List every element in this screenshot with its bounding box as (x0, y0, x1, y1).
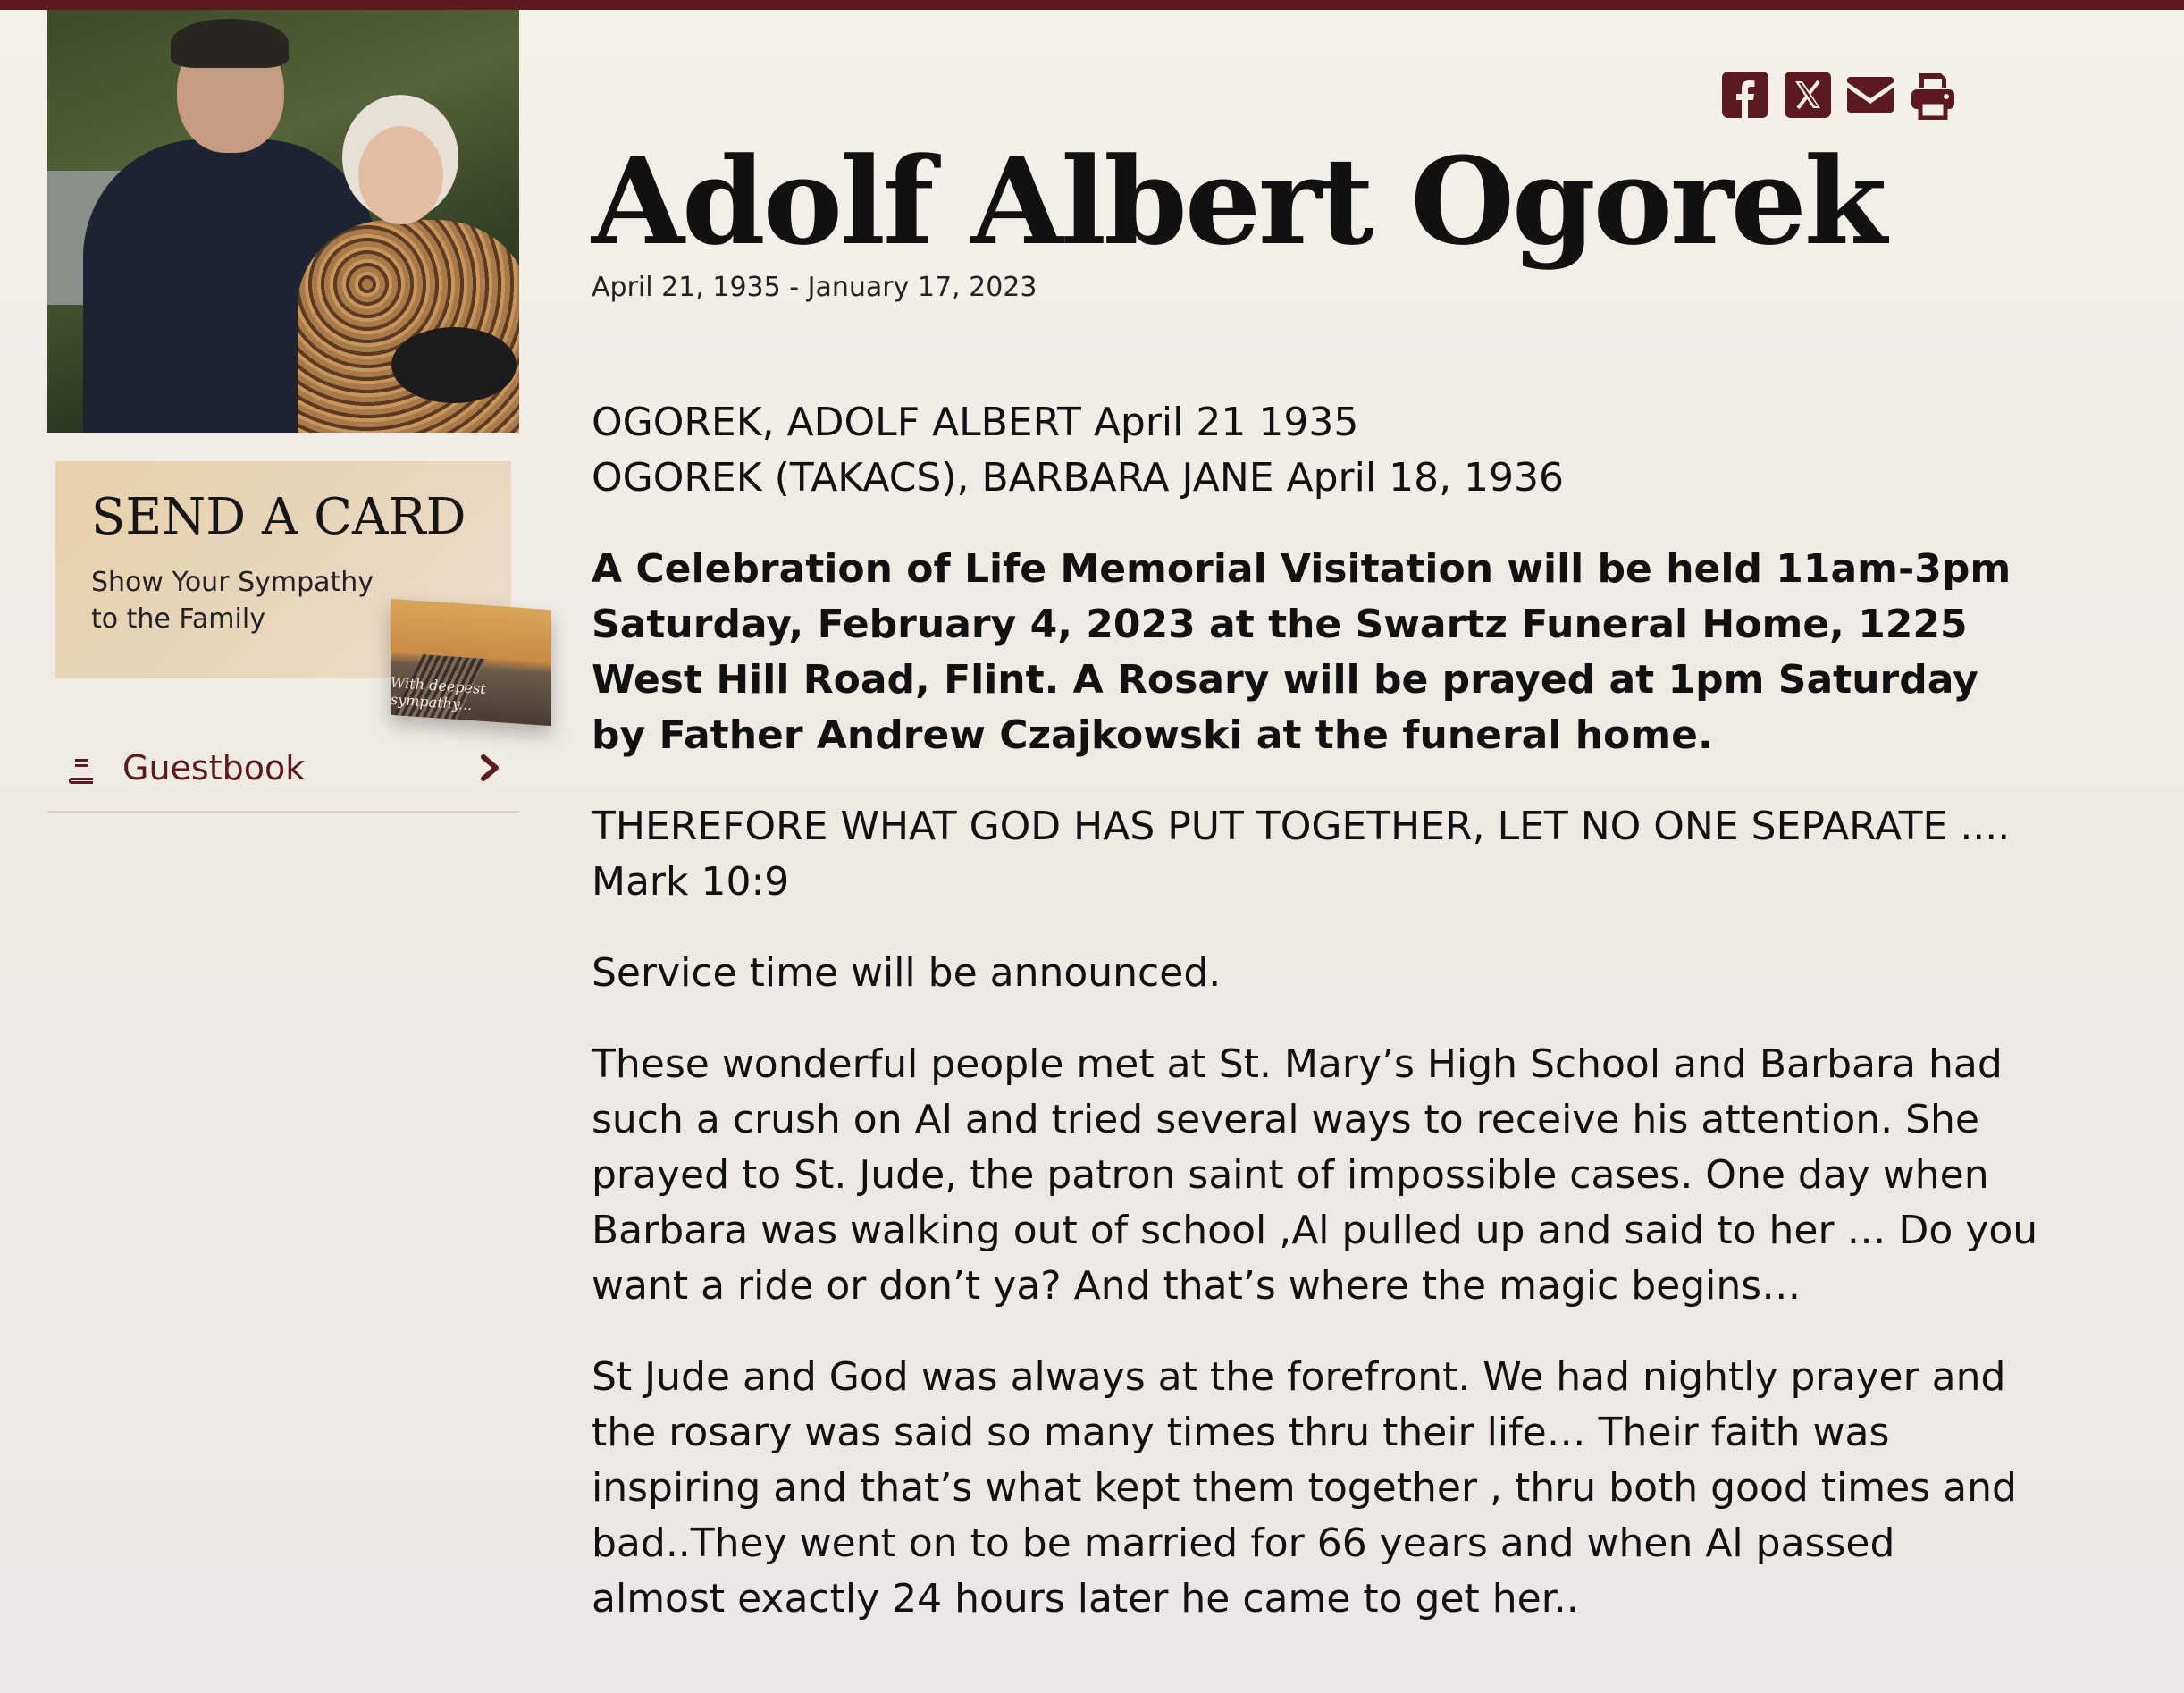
visitation-notice: A Celebration of Life Memorial Visitation will be held 11am-3pm Saturday, February 4, 2023 at the Swartz Funeral Home, 1225 West Hill Road, Flint. A Rosary will be prayed at 1pm Saturday by Father Andrew Czajkowski at the funeral home. (592, 546, 2012, 758)
life-dates: April 21, 1935 - January 17, 2023 (592, 272, 1037, 303)
obituary-body (592, 395, 2039, 1663)
names-line-2: OGOREK (TAKACS), BARBARA JANE April 18, 1936 (592, 455, 1565, 501)
book-icon (62, 750, 97, 786)
sympathy-card-script: With deepest sympathy... (391, 673, 486, 714)
send-card-title: SEND A CARD (91, 488, 466, 546)
scripture-reference: Mark 10:9 (592, 859, 790, 905)
page-title: Adolf Albert Ogorek (592, 131, 1885, 272)
sidebar (47, 10, 519, 788)
obituary-header (592, 125, 2048, 303)
scripture-verse: THEREFORE WHAT GOD HAS PUT TOGETHER, LET NO ONE SEPARATE .... (592, 804, 2011, 849)
guestbook-link[interactable] (47, 725, 519, 813)
obituary-paragraph: These wonderful people met at St. Mary’s High School and Barbara had such a crush on Al and tried several ways to receive his attention. She prayed to St. Jude, the patron saint of impossible cases. One day when Barbara was walking out of school ,Al pulled up and said to her … Do you want a ride or don’t ya? And that’s where the magic begins… (592, 1041, 2038, 1309)
guestbook-label: Guestbook (122, 748, 306, 788)
send-card-subtitle: Show Your Sympathy to the Family (91, 567, 374, 635)
chevron-right-icon (478, 752, 503, 784)
print-icon[interactable] (1908, 70, 1958, 120)
facebook-icon[interactable] (1720, 70, 1770, 120)
top-accent-bar (0, 0, 2184, 10)
obituary-paragraph: St Jude and God was always at the forefront. We had nightly prayer and the rosary was said so many times thru their life… Their faith was inspiring and that’s what kept them together , thru both good times and bad..They went on to be married for 66 years and when Al passed almost exactly 24 hours later he came to get her.. (592, 1354, 2017, 1621)
x-icon[interactable] (1783, 70, 1833, 120)
service-notice: Service time will be announced. (592, 950, 1222, 996)
share-toolbar (1720, 70, 1958, 120)
sympathy-card-image (391, 599, 551, 727)
email-icon[interactable] (1845, 70, 1895, 120)
names-line-1: OGOREK, ADOLF ALBERT April 21 1935 (592, 400, 1359, 445)
send-card-banner[interactable] (55, 461, 511, 714)
obituary-photo (47, 10, 519, 433)
